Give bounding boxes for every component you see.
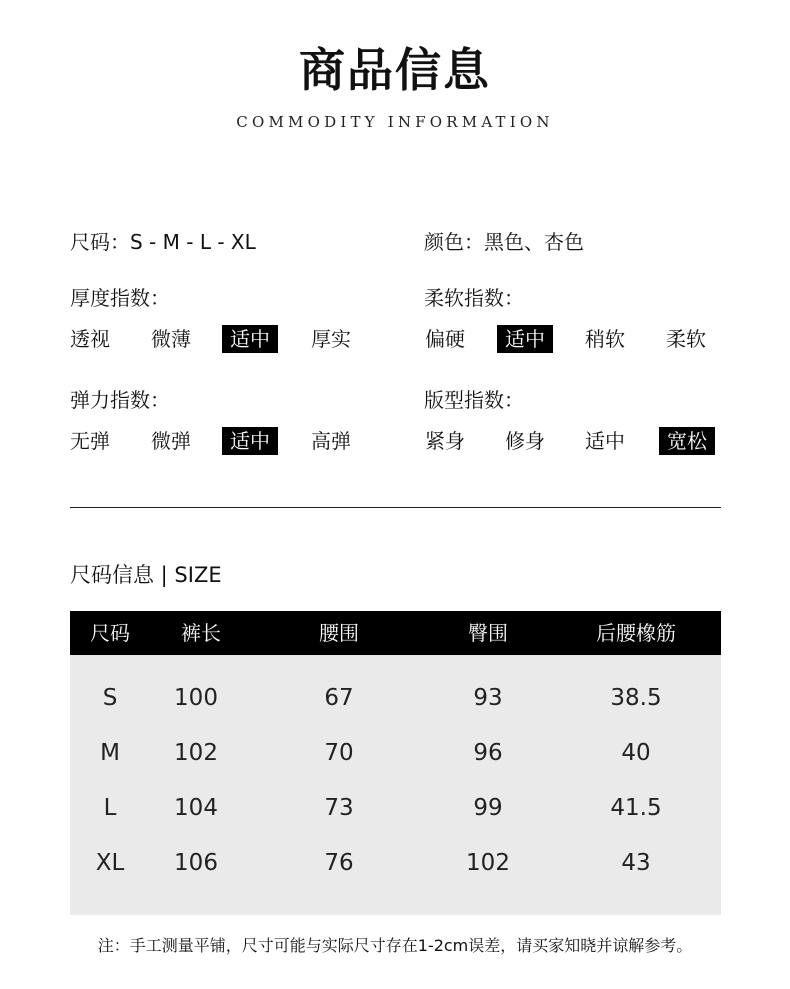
elasticity-option: 适中 <box>222 427 278 455</box>
softness-scale <box>425 325 725 353</box>
fit-option: 适中 <box>585 429 625 453</box>
table-cell: 41.5 <box>610 795 662 821</box>
column-header: 裤长 <box>181 621 221 645</box>
page-subtitle: COMMODITY INFORMATION <box>236 113 554 131</box>
elasticity-option: 高弹 <box>311 429 351 453</box>
table-cell: 104 <box>174 795 218 821</box>
measurement-note: 注：手工测量平铺，尺寸可能与实际尺寸存在1-2cm误差，请买家知晓并谅解参考。 <box>97 936 693 955</box>
table-cell: L <box>103 795 117 821</box>
size-table-header <box>70 611 721 655</box>
table-cell: 43 <box>621 850 651 876</box>
table-cell: 73 <box>324 795 354 821</box>
column-header: 后腰橡筋 <box>596 621 676 645</box>
size-range-label: 尺码：S - M - L - XL <box>70 230 256 254</box>
table-cell: 76 <box>324 850 354 876</box>
elasticity-label: 弹力指数： <box>70 388 170 412</box>
table-cell: S <box>102 685 118 711</box>
column-header: 尺码 <box>90 621 130 645</box>
section-divider <box>70 507 721 508</box>
column-header: 臀围 <box>468 621 508 645</box>
softness-option: 适中 <box>497 325 553 353</box>
thickness-option: 适中 <box>222 325 278 353</box>
thickness-option: 微薄 <box>151 327 191 351</box>
table-cell: 102 <box>174 740 218 766</box>
table-row <box>70 678 721 718</box>
table-cell: 96 <box>473 740 503 766</box>
table-cell: 102 <box>466 850 510 876</box>
page-title: 商品信息 <box>299 43 491 97</box>
elasticity-scale <box>70 427 370 455</box>
fit-label: 版型指数： <box>424 388 524 412</box>
table-cell: 70 <box>324 740 354 766</box>
fit-option: 修身 <box>505 429 545 453</box>
table-cell: 93 <box>473 685 503 711</box>
softness-option: 柔软 <box>666 327 706 351</box>
elasticity-option: 微弹 <box>151 429 191 453</box>
table-cell: 106 <box>174 850 218 876</box>
thickness-option: 厚实 <box>311 327 351 351</box>
softness-label: 柔软指数： <box>424 286 524 310</box>
size-table-body <box>70 655 721 915</box>
softness-option: 稍软 <box>585 327 625 351</box>
thickness-option: 透视 <box>70 327 110 351</box>
table-cell: 99 <box>473 795 503 821</box>
elasticity-option: 无弹 <box>70 429 110 453</box>
thickness-label: 厚度指数： <box>70 286 170 310</box>
table-cell: 40 <box>621 740 651 766</box>
thickness-scale <box>70 325 370 353</box>
fit-scale <box>425 427 725 455</box>
table-row <box>70 733 721 773</box>
color-label: 颜色：黑色、杏色 <box>424 230 584 254</box>
table-cell: 67 <box>324 685 354 711</box>
column-header: 腰围 <box>319 621 359 645</box>
table-cell: 100 <box>174 685 218 711</box>
fit-option: 紧身 <box>425 429 465 453</box>
table-row <box>70 788 721 828</box>
table-cell: 38.5 <box>610 685 662 711</box>
softness-option: 偏硬 <box>425 327 465 351</box>
fit-option: 宽松 <box>659 427 715 455</box>
table-cell: XL <box>95 850 125 876</box>
table-row <box>70 843 721 883</box>
table-cell: M <box>100 740 120 766</box>
size-section-title: 尺码信息 | SIZE <box>70 563 222 587</box>
